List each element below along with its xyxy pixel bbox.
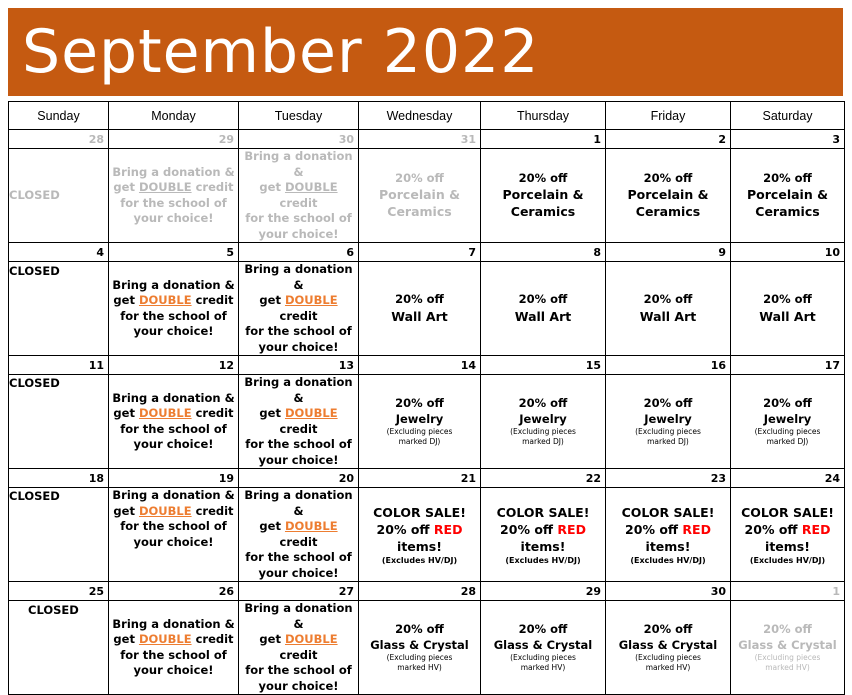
- date-number: 4: [9, 243, 109, 262]
- event-line: 20% off: [395, 622, 444, 636]
- exclusion-note: (Excluding pieces: [510, 427, 576, 436]
- weekday-wednesday: Wednesday: [359, 102, 481, 130]
- week-5-dates: [9, 582, 845, 601]
- closed-text: CLOSED: [9, 489, 60, 503]
- event-line: 20% off: [763, 396, 812, 410]
- event-line: your choice!: [258, 565, 339, 580]
- donation-event: [239, 488, 359, 582]
- event-line: Glass & Crystal: [493, 637, 593, 652]
- exclusion-note: (Excludes HV/DJ): [381, 555, 458, 565]
- event-line: for the school of: [120, 308, 227, 323]
- date-number: 5: [109, 243, 239, 262]
- date-number: 8: [481, 243, 606, 262]
- date-number: 15: [481, 356, 606, 375]
- glass-event: [481, 601, 606, 695]
- event-line: Porcelain & Ceramics: [502, 187, 584, 220]
- double-highlight: DOUBLE: [138, 503, 192, 518]
- week-3-dates: [9, 356, 845, 375]
- date-number: 29: [109, 130, 239, 149]
- event-line: items!: [645, 538, 691, 554]
- event-line: for the school of: [245, 437, 352, 451]
- event-line: Bring a donation &: [112, 164, 235, 179]
- glass-event: [359, 601, 481, 695]
- date-number: 3: [731, 130, 845, 149]
- page-title: September 2022: [22, 17, 540, 87]
- porcelain-event: [359, 149, 481, 243]
- date-number: 21: [359, 469, 481, 488]
- date-number: 12: [109, 356, 239, 375]
- event-line: 20% off: [763, 622, 812, 636]
- event-line: for the school of: [245, 550, 352, 564]
- event-line: items!: [520, 538, 566, 554]
- exclusion-note: (Excluding pieces: [386, 427, 453, 436]
- date-number: 30: [606, 582, 731, 601]
- event-line: credit: [279, 195, 318, 210]
- date-number: 1: [731, 582, 845, 601]
- event-line: Ceramics: [755, 204, 820, 220]
- color-sale-event: [481, 488, 606, 582]
- date-number: 29: [481, 582, 606, 601]
- closed-label: [9, 262, 109, 356]
- event-line: Bring a donation &: [112, 390, 235, 405]
- event-line: get: [113, 632, 135, 646]
- red-highlight: RED: [433, 521, 463, 537]
- red-highlight: RED: [801, 521, 831, 537]
- event-line: Jewelry: [519, 411, 567, 426]
- glass-event: [606, 601, 731, 695]
- exclusion-note: (Excludes HV/DJ): [630, 555, 706, 565]
- exclusion-note: marked HV): [765, 663, 810, 672]
- exclusion-note: marked HV): [397, 663, 442, 672]
- event-line: credit: [279, 647, 318, 662]
- event-line: 20% off: [643, 170, 693, 185]
- event-line: for the school of: [245, 211, 352, 225]
- weekday-monday: Monday: [109, 102, 239, 130]
- event-line: get: [113, 406, 135, 420]
- date-number: 9: [606, 243, 731, 262]
- exclusion-note: (Excluding pieces: [754, 653, 821, 662]
- week-4-events: [9, 488, 845, 582]
- event-line: 20% off: [643, 622, 693, 636]
- event-line: 20% off: [518, 170, 568, 185]
- double-highlight: DOUBLE: [284, 519, 338, 533]
- week-1-dates: [9, 130, 845, 149]
- event-line: 20% off: [518, 292, 568, 307]
- event-line: get: [113, 293, 135, 307]
- event-line: Wall Art: [514, 308, 572, 324]
- closed-text: CLOSED: [28, 603, 79, 617]
- date-number: 28: [359, 582, 481, 601]
- event-line: 20% off: [395, 292, 444, 307]
- exclusion-note: (Excluding pieces: [754, 427, 821, 436]
- event-line: Jewelry: [644, 411, 692, 426]
- week-4-dates: [9, 469, 845, 488]
- date-number: 31: [359, 130, 481, 149]
- closed-label: [9, 375, 109, 469]
- exclusion-note: marked DJ): [647, 437, 689, 446]
- color-sale-event: [359, 488, 481, 582]
- closed-text: CLOSED: [9, 264, 60, 278]
- porcelain-event: [481, 149, 606, 243]
- event-line: COLOR SALE!: [373, 504, 466, 520]
- date-number: 1: [481, 130, 606, 149]
- date-number: 26: [109, 582, 239, 601]
- event-line: Wall Art: [391, 308, 448, 324]
- donation-event: [109, 488, 239, 582]
- date-number: 25: [9, 582, 109, 601]
- double-highlight: DOUBLE: [138, 406, 192, 420]
- date-number: 6: [239, 243, 359, 262]
- event-line: your choice!: [258, 226, 339, 241]
- closed-text: CLOSED: [9, 187, 60, 202]
- date-number: 18: [9, 469, 109, 488]
- event-line: COLOR SALE!: [496, 504, 590, 520]
- event-line: 20% off: [376, 521, 430, 537]
- event-line: 20% off: [395, 396, 444, 410]
- event-line: Glass & Crystal: [618, 637, 718, 652]
- event-line: your choice!: [258, 678, 339, 693]
- event-line: get: [259, 293, 281, 307]
- event-line: Bring a donation &: [244, 149, 353, 179]
- event-line: 20% off: [763, 292, 812, 307]
- exclusion-note: marked DJ): [766, 437, 809, 446]
- event-line: Jewelry: [395, 411, 444, 426]
- red-highlight: RED: [557, 521, 586, 537]
- wall-art-event: [481, 262, 606, 356]
- event-line: your choice!: [133, 437, 214, 451]
- event-line: for the school of: [120, 421, 227, 436]
- red-highlight: RED: [682, 521, 711, 537]
- event-line: items!: [397, 538, 442, 554]
- event-line: get: [113, 503, 135, 518]
- wall-art-event: [359, 262, 481, 356]
- event-line: Bring a donation &: [244, 262, 353, 292]
- event-line: credit: [279, 421, 318, 436]
- event-line: Ceramics: [387, 204, 452, 220]
- donation-event: [109, 375, 239, 469]
- weekday-saturday: Saturday: [731, 102, 845, 130]
- event-line: Bring a donation &: [112, 616, 235, 631]
- event-line: 20% off: [744, 521, 798, 537]
- exclusion-note: marked DJ): [398, 437, 441, 446]
- weekday-thursday: Thursday: [481, 102, 606, 130]
- exclusion-note: (Excluding pieces: [635, 653, 701, 662]
- event-line: 20% off: [518, 622, 568, 636]
- event-line: Bring a donation &: [244, 488, 353, 518]
- porcelain-event: [606, 149, 731, 243]
- closed-label: [9, 149, 109, 243]
- event-line: credit: [279, 534, 318, 549]
- event-line: get: [259, 180, 281, 194]
- event-line: COLOR SALE!: [741, 504, 834, 520]
- date-number: 16: [606, 356, 731, 375]
- double-highlight: DOUBLE: [284, 180, 338, 194]
- title-banner: [8, 8, 843, 96]
- exclusion-note: (Excludes HV/DJ): [505, 555, 581, 565]
- event-line: 20% off: [643, 396, 693, 410]
- wall-art-event: [606, 262, 731, 356]
- double-highlight: DOUBLE: [138, 632, 192, 646]
- jewelry-event: [731, 375, 845, 469]
- color-sale-event: [731, 488, 845, 582]
- event-line: Bring a donation &: [112, 488, 235, 502]
- event-line: Bring a donation &: [244, 601, 353, 631]
- event-line: Glass & Crystal: [370, 637, 469, 652]
- week-3-events: [9, 375, 845, 469]
- event-line: Porcelain &: [379, 187, 460, 203]
- exclusion-note: marked HV): [520, 663, 566, 672]
- event-line: for the school of: [120, 519, 227, 533]
- date-number: 17: [731, 356, 845, 375]
- date-number: 27: [239, 582, 359, 601]
- exclusion-note: marked HV): [645, 663, 691, 672]
- event-line: your choice!: [133, 534, 214, 549]
- event-line: get: [259, 519, 281, 533]
- event-line: for the school of: [120, 647, 227, 662]
- double-highlight: DOUBLE: [284, 293, 338, 307]
- event-line: your choice!: [258, 339, 339, 354]
- event-line: get: [259, 406, 281, 420]
- event-line: credit: [195, 503, 234, 518]
- weekday-header-row: [9, 102, 845, 130]
- date-number: 19: [109, 469, 239, 488]
- event-line: items!: [765, 538, 810, 554]
- event-line: 20% off: [763, 170, 812, 185]
- date-number: 20: [239, 469, 359, 488]
- event-line: credit: [195, 632, 234, 646]
- week-2-events: [9, 262, 845, 356]
- event-line: Bring a donation &: [244, 375, 353, 405]
- event-line: 20% off: [395, 170, 444, 185]
- glass-event: [731, 601, 845, 695]
- donation-event: [239, 262, 359, 356]
- exclusion-note: (Excluding pieces: [510, 653, 576, 662]
- event-line: Wall Art: [639, 308, 697, 324]
- double-highlight: DOUBLE: [138, 293, 192, 307]
- donation-event: [109, 149, 239, 243]
- donation-event: [239, 149, 359, 243]
- event-line: COLOR SALE!: [621, 504, 715, 520]
- event-line: get: [259, 632, 281, 646]
- double-highlight: DOUBLE: [284, 632, 338, 646]
- date-number: 13: [239, 356, 359, 375]
- event-line: credit: [195, 406, 234, 420]
- color-sale-event: [606, 488, 731, 582]
- porcelain-event: [731, 149, 845, 243]
- event-line: for the school of: [245, 663, 352, 677]
- event-line: Glass & Crystal: [738, 637, 837, 652]
- jewelry-event: [481, 375, 606, 469]
- date-number: 7: [359, 243, 481, 262]
- date-number: 30: [239, 130, 359, 149]
- closed-text: CLOSED: [9, 376, 60, 390]
- exclusion-note: (Excluding pieces: [635, 427, 701, 436]
- event-line: your choice!: [133, 663, 214, 677]
- event-line: Jewelry: [763, 411, 812, 426]
- date-number: 11: [9, 356, 109, 375]
- event-line: credit: [279, 308, 318, 323]
- donation-event: [109, 262, 239, 356]
- event-line: 20% off: [625, 521, 679, 537]
- event-line: Porcelain &: [747, 187, 828, 203]
- event-line: your choice!: [133, 211, 214, 225]
- weekday-tuesday: Tuesday: [239, 102, 359, 130]
- weekday-sunday: Sunday: [9, 102, 109, 130]
- closed-label: [9, 601, 109, 695]
- jewelry-event: [606, 375, 731, 469]
- date-number: 2: [606, 130, 731, 149]
- event-line: get: [113, 180, 135, 194]
- week-1-events: [9, 149, 845, 243]
- date-number: 14: [359, 356, 481, 375]
- event-line: 20% off: [500, 521, 554, 537]
- week-5-events: [9, 601, 845, 695]
- date-number: 23: [606, 469, 731, 488]
- date-number: 24: [731, 469, 845, 488]
- event-line: Porcelain & Ceramics: [627, 187, 709, 220]
- date-number: 10: [731, 243, 845, 262]
- double-highlight: DOUBLE: [284, 406, 338, 420]
- exclusion-note: marked DJ): [522, 437, 564, 446]
- donation-event: [239, 375, 359, 469]
- calendar-grid: [8, 101, 845, 695]
- event-line: your choice!: [258, 452, 339, 467]
- event-line: credit: [195, 293, 234, 307]
- event-line: Wall Art: [759, 308, 816, 324]
- exclusion-note: (Excludes HV/DJ): [749, 555, 826, 565]
- wall-art-event: [731, 262, 845, 356]
- event-line: for the school of: [120, 195, 227, 210]
- event-line: for the school of: [245, 324, 352, 338]
- donation-event: [239, 601, 359, 695]
- week-2-dates: [9, 243, 845, 262]
- date-number: 22: [481, 469, 606, 488]
- donation-event: [109, 601, 239, 695]
- date-number: 28: [9, 130, 109, 149]
- weekday-friday: Friday: [606, 102, 731, 130]
- event-line: Bring a donation &: [112, 277, 235, 292]
- exclusion-note: (Excluding pieces: [386, 653, 453, 662]
- jewelry-event: [359, 375, 481, 469]
- event-line: 20% off: [518, 396, 568, 410]
- closed-label: [9, 488, 109, 582]
- event-line: your choice!: [133, 324, 214, 338]
- event-line: credit: [195, 180, 234, 194]
- event-line: 20% off: [643, 292, 693, 307]
- double-highlight: DOUBLE: [138, 180, 192, 194]
